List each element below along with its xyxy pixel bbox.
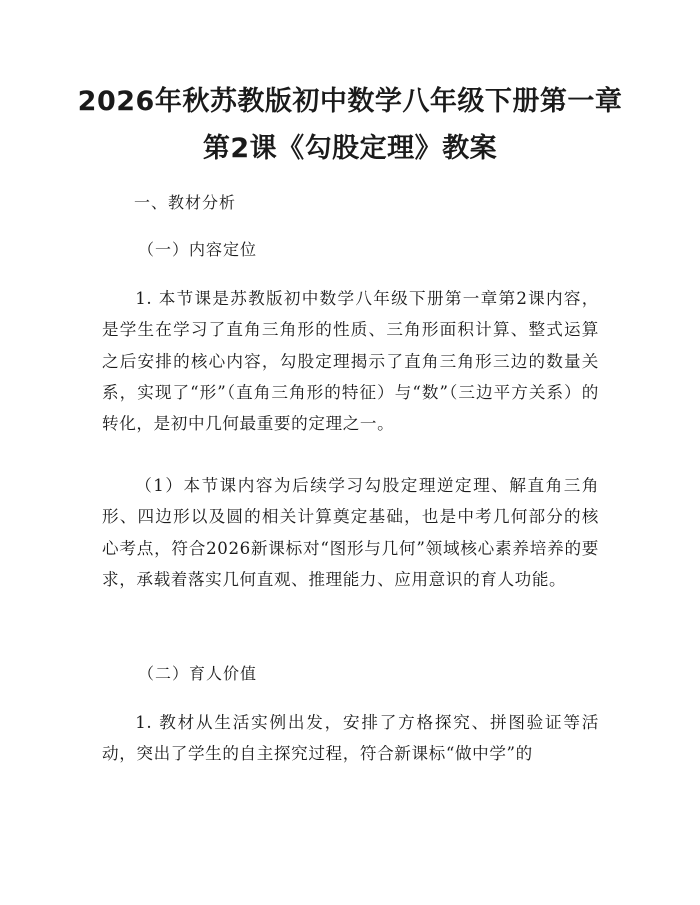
paragraph-content-positioning-1: 1. 本节课是苏教版初中数学八年级下册第一章第2课内容，是学生在学习了直角三角形的性质、三角形面积计算、整式运算之后安排的核心内容，勾股定理揭示了直角三角形三边的数量关系，实现了“形”（直角三角形的特征）与“数”（三边平方关系）的转化，是初中几何最重要的定理之一。 [102,289,599,434]
subsection-heading-educational-value: （二）育人价值 [138,664,258,683]
subsection-heading-content-positioning: （一）内容定位 [138,240,258,259]
document-title-line1: 2026年秋苏教版初中数学八年级下册第一章 [77,86,623,117]
paragraph-educational-value-1: 1. 教材从生活实例出发，安排了方格探究、拼图验证等活动，突出了学生的自主探究过程，符合新课标“做中学”的 [102,713,599,764]
document-title-line2: 第2课《勾股定理》教案 [202,133,498,164]
paragraph-content-positioning-2: （1）本节课内容为后续学习勾股定理逆定理、解直角三角形、四边形以及圆的相关计算奠定基础，也是中考几何部分的核心考点，符合2026新课标对“图形与几何”领域核心素养培养的要求，承载着落实几何直观、推理能力、应用意识的育人功能。 [102,476,599,589]
section-heading-textbook-analysis: 一、教材分析 [134,193,237,212]
